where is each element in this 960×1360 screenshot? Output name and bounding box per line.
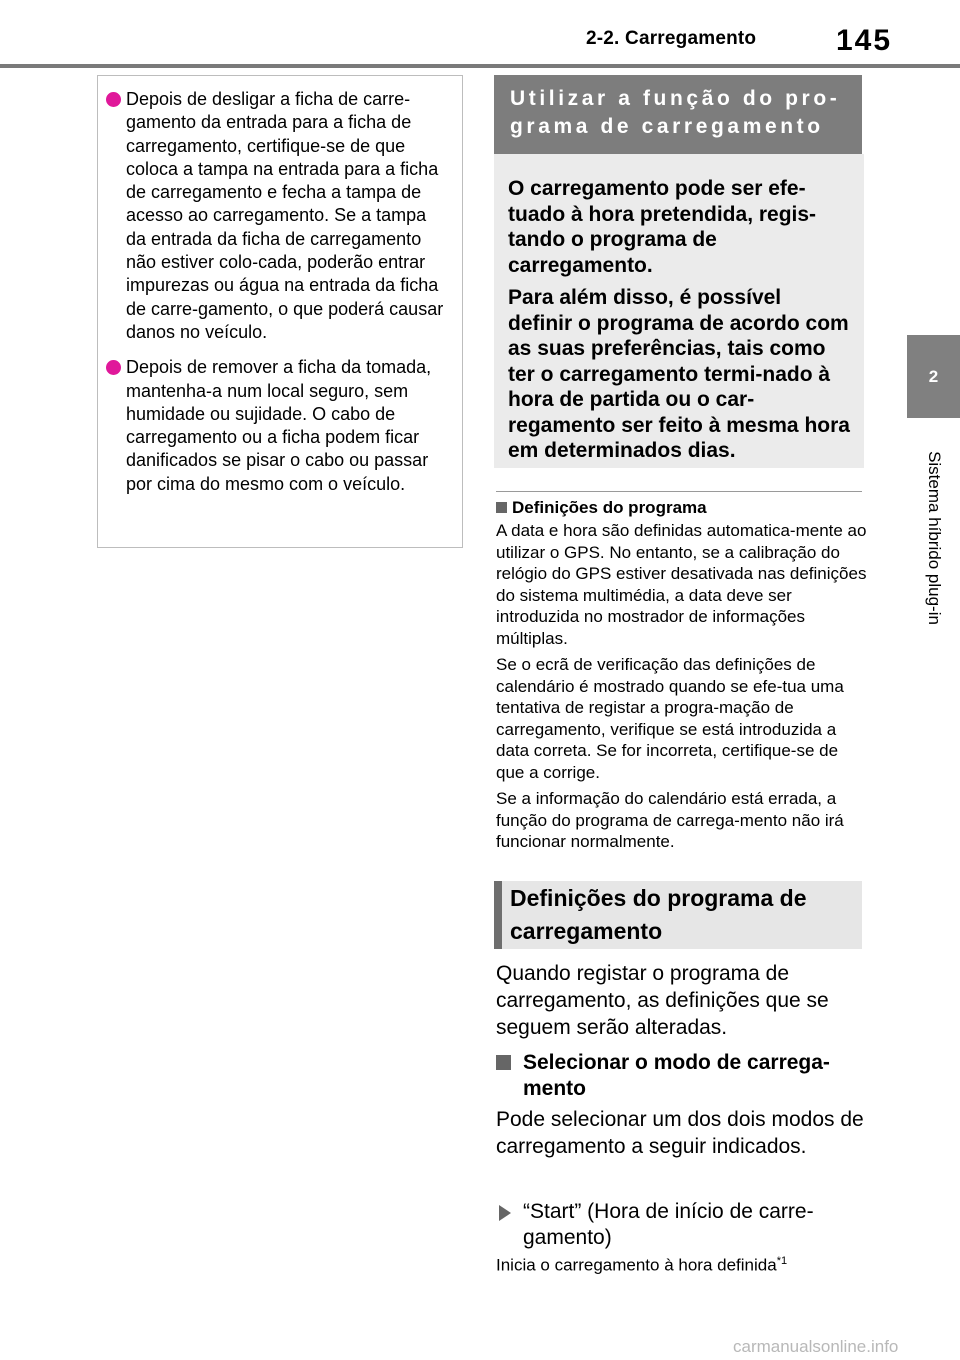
watermark: carmanualsonline.info (733, 1337, 899, 1356)
bullet-dot-icon (106, 360, 121, 375)
mode-select-body: Pode selecionar um dos dois modos de carregamento a seguir indicados. (496, 1108, 864, 1158)
note-text: Depois de desligar a ficha de carre-gamento da entrada para a ficha de carregamento, certifique-se de que coloca a tampa na entrada para a ficha de carregamento e fecha a tampa de acesso ao carregamento. Se a tampa da entrada da ficha de carregamento não estiver colo-cada, poderão entrar impurezas ou água na entrada da ficha de carre-gamento, o que poderá causar danos no veículo. (126, 89, 444, 342)
settings-paragraph: Se o ecrã de verificação das definições de calendário é mostrado quando se efe-tua uma tentativa de registar a progra-mação de carregamento, verifique se está introduzida a data correta. Se for incorreta, certifique-se de que a corrige. (496, 655, 844, 782)
caution-note-box (97, 75, 463, 548)
settings-paragraph: A data e hora são definidas automatica-mente ao utilizar o GPS. No entanto, se a calibração do relógio do GPS estiver desativada nas definições do sistema multimédia, a data deve ser introduzida no mostrador de informações múltiplas. (496, 521, 867, 648)
square-bullet-icon (496, 1055, 511, 1070)
start-mode-label: “Start” (Hora de início de carre-gamento) (523, 1200, 814, 1249)
chapter-tab-label (907, 418, 960, 658)
note-item (106, 88, 450, 344)
start-mode-description-text: Inicia o carregamento à hora definida (496, 1255, 777, 1275)
square-bullet-icon (496, 502, 507, 513)
note-text: Depois de remover a ficha da tomada, mantenha-a num local seguro, sem humidade ou sujidade. O cabo de carregamento ou a ficha podem ficar danificados se pisar o cabo ou passar por cima do mesmo com o veículo. (126, 357, 432, 494)
footnote-marker: *1 (776, 1255, 788, 1267)
section-header: 2-2. Carregamento (586, 28, 757, 49)
settings-paragraph: Se a informação do calendário está errada, a função do programa de carrega-mento não irá funcionar normalmente. (496, 789, 844, 851)
intro-paragraph: O carregamento pode ser efe-tuado à hora pretendida, regis-tando o programa de carregamento. (508, 177, 817, 277)
intro-paragraph: Para além disso, é possível definir o programa de acordo com as suas preferências, tais como ter o carregamento termi-nado à hora de partida ou o car-regamento ser feito à mesma hora em determinados dias. (508, 286, 850, 462)
intro-summary-box (494, 154, 864, 468)
program-settings-heading-text: Definições do programa (512, 498, 707, 517)
start-mode-description (496, 1255, 787, 1276)
page-number: 145 (836, 24, 893, 57)
note-item (106, 356, 450, 496)
start-mode-item (496, 1199, 866, 1251)
charging-program-heading: Definições do programa de carregamento (494, 881, 862, 949)
chapter-tab-number[interactable]: 2 (907, 335, 960, 418)
chapter-title: Sistema híbrido plug-in (924, 451, 944, 625)
subsection-divider (496, 491, 862, 492)
charging-program-intro: Quando registar o programa de carregamento, as definições que se seguem serão alteradas. (496, 962, 829, 1039)
mode-select-heading-text: Selecionar o modo de carrega-mento (523, 1051, 830, 1100)
program-settings-heading (496, 498, 707, 518)
section-title: Utilizar a função do pro-grama de carregamento (494, 75, 862, 154)
program-settings-text (496, 520, 868, 858)
bullet-dot-icon (106, 92, 121, 107)
header-divider (0, 64, 960, 68)
arrow-right-icon (499, 1205, 511, 1221)
mode-select-heading (496, 1050, 866, 1102)
